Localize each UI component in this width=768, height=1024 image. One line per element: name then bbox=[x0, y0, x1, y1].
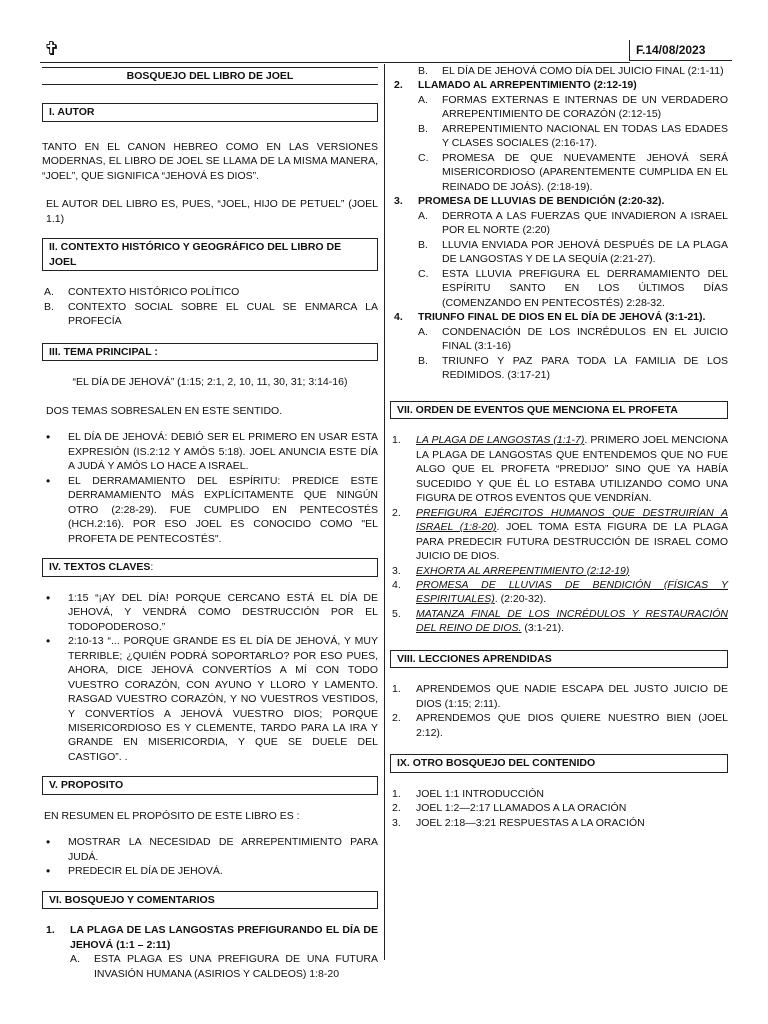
list-item: 5. MATANZA FINAL DE LOS INCRÉDULOS Y RESTAURACIÓN DEL REINO DE DIOS. (3:1-21). bbox=[392, 607, 728, 635]
section-heading-bosquejo: VI. BOSQUEJO Y COMENTARIOS bbox=[42, 891, 378, 909]
contexto-list bbox=[42, 285, 378, 328]
list-item: 3. EXHORTA AL ARREPENTIMIENTO (2:12-19) bbox=[392, 564, 630, 577]
left-column bbox=[42, 64, 378, 981]
otro-bosquejo-list bbox=[390, 787, 728, 830]
latin-cross-icon: ✞ bbox=[44, 38, 60, 60]
list-item: • 1:15 “¡AY DEL DÍA! PORQUE CERCANO ESTÁ EL DÍA DE JEHOVÁ, Y VENDRÁ COMO DESTRUCCIÓN POR EL TODOPODEROSO.” bbox=[42, 591, 378, 634]
date-box bbox=[629, 40, 732, 61]
outline-subitem: A. DERROTA A LAS FUERZAS QUE INVADIERON A ISRAEL POR EL NORTE (2:20) bbox=[418, 209, 728, 237]
outline-item: 1. LA PLAGA DE LAS LANGOSTAS PREFIGURANDO EL DÍA DE JEHOVÁ (1:1 – 2:11) bbox=[46, 924, 378, 951]
outline-continued bbox=[390, 64, 728, 383]
autor-paragraph-2: EL AUTOR DEL LIBRO ES, PUES, “JOEL, HIJO DE PETUEL” (JOEL 1.1) bbox=[46, 198, 378, 225]
list-item: 1. APRENDEMOS QUE NADIE ESCAPA DEL JUSTO JUICIO DE DIOS (1:15; 2:11). bbox=[392, 683, 728, 710]
outline-subitem: B. LLUVIA ENVIADA POR JEHOVÁ DESPUÉS DE LA PLAGA DE LANGOSTAS Y DE LA SEQUÍA (2:21-27). bbox=[418, 238, 728, 266]
list-item: • PREDECIR EL DÍA DE JEHOVÁ. bbox=[42, 864, 378, 878]
list-item: 1. JOEL 1:1 INTRODUCCIÓN bbox=[392, 787, 544, 800]
tema-bullets bbox=[42, 430, 378, 546]
list-item: 2. APRENDEMOS QUE DIOS QUIERE NUESTRO BIEN (JOEL 2:12). bbox=[392, 712, 728, 739]
orden-list bbox=[390, 433, 728, 636]
section-heading-proposito: V. PROPOSITO bbox=[42, 776, 378, 794]
outline-subitem: C. ESTA LLUVIA PREFIGURA EL DERRAMAMIENTO DEL ESPÍRITU SANTO EN LOS ÚLTIMOS DÍAS (COMENZANDO EN PENTECOSTÉS) 2:28-32. bbox=[418, 267, 728, 309]
section-heading-tema: III. TEMA PRINCIPAL : bbox=[42, 343, 378, 361]
right-column bbox=[390, 64, 728, 830]
list-item: • MOSTRAR LA NECESIDAD DE ARREPENTIMIENTO PARA JUDÁ. bbox=[42, 835, 378, 864]
list-item: 3. JOEL 2:18—3:21 RESPUESTAS A LA ORACIÓN bbox=[392, 816, 645, 829]
list-item: 4. PROMESA DE LLUVIAS DE BENDICIÓN (FÍSICAS Y ESPIRITUALES). (2:20-32). bbox=[392, 578, 728, 606]
list-item: • EL DÍA DE JEHOVÁ: DEBIÓ SER EL PRIMERO EN USAR ESTA EXPRESIÓN (IS.2:12 Y AMÓS 5:18). JOEL ANUNCIA ESTE DÍA A JUDÁ Y AMÓS LO HACE A ISRAEL. bbox=[42, 430, 378, 473]
section-heading-textos: IV. TEXTOS CLAVES: bbox=[42, 558, 378, 576]
outline-subitem: B. EL DÍA DE JEHOVÁ COMO DÍA DEL JUICIO FINAL (2:1-11) bbox=[418, 65, 724, 77]
outline-item: 2. LLAMADO AL ARREPENTIMIENTO (2:12-19) bbox=[394, 79, 637, 92]
list-item: 2. PREFIGURA EJÉRCITOS HUMANOS QUE DESTRUIRÍAN A ISRAEL (1:8-20). JOEL TOMA ESTA FIGURA DE LA PLAGA PARA PREDECIR FUTURA DESTRUCCIÓN DE ISRAEL COMO JUICIO DE DIOS. bbox=[392, 506, 729, 563]
section-heading-contexto: II. CONTEXTO HISTÓRICO Y GEOGRÁFICO DEL LIBRO DE JOEL bbox=[42, 238, 378, 271]
document-title: BOSQUEJO DEL LIBRO DE JOEL bbox=[42, 67, 378, 85]
tema-quote: “EL DÍA DE JEHOVÁ” (1:15; 2:1, 2, 10, 11, 30, 31; 3:14-16) bbox=[72, 376, 348, 389]
outline-item: 3. PROMESA DE LLUVIAS DE BENDICIÓN (2:20-32). bbox=[394, 195, 665, 208]
list-item: A. CONTEXTO HISTÓRICO POLÍTICO bbox=[44, 286, 240, 299]
outline-subitem: B. ARREPENTIMIENTO NACIONAL EN TODAS LAS EDADES Y CLASES SOCIALES (2:16-17). bbox=[418, 122, 728, 150]
bosquejo-list bbox=[42, 923, 378, 981]
outline-item: 4. TRIUNFO FINAL DE DIOS EN EL DÍA DE JEHOVÁ (3:1-21). bbox=[394, 311, 706, 324]
header-rule bbox=[40, 62, 630, 63]
autor-paragraph-1: TANTO EN EL CANON HEBREO COMO EN LAS VERSIONES MODERNAS, EL LIBRO DE JOEL SE LLAMA DE LA MISMA MANERA, “JOEL”, QUE SIGNIFICA “JEHOVÁ ES DIOS”. bbox=[42, 140, 378, 182]
textos-bullets bbox=[42, 591, 378, 765]
list-item: • EL DERRAMAMIENTO DEL ESPÍRITU: PREDICE ESTE DERRAMAMIENTO MÁS EXPLÍCITAMENTE QUE NINGÚN OTRO (2:28-29). FUE CUMPLIDO EN PENTECOSTÉS (HCH.2:16). POR ESO JOEL ES CONOCIDO COMO "EL PROFETA DE PENTECOSTÉS". bbox=[42, 474, 378, 546]
tema-intro: DOS TEMAS SOBRESALEN EN ESTE SENTIDO. bbox=[46, 404, 283, 417]
outline-subitem: C. PROMESA DE QUE NUEVAMENTE JEHOVÁ SERÁ MISERICORDIOSO (APARENTEMENTE CUMPLIDA EN EL REINADO DE JOÁS). (2:18-19). bbox=[418, 151, 728, 193]
outline-subitem: A. FORMAS EXTERNAS E INTERNAS DE UN VERDADERO ARREPENTIMIENTO DE CORAZÓN (2:12-15) bbox=[418, 93, 728, 121]
list-item: • 2:10-13 “... PORQUE GRANDE ES EL DÍA DE JEHOVÁ, Y MUY TERRIBLE; ¿QUIÉN PODRÁ SOPORTARLO? POR ESO PUES, AHORA, DICE JEHOVÁ CONVERTÍOS A MÍ CON TODO VUESTRO CORAZÓN, CON AYUNO Y LLORO Y LAMENTO. RASGAD VUESTRO CORAZÓN, Y NO VUESTROS VESTIDOS, Y CONVERTÍOS A JEHOVÁ VUESTRO DIOS; PORQUE MISERICORDIOSO ES Y CLEMENTE, TARDO PARA LA IRA Y GRANDE EN MISERICORDIA, Y QUE SE DUELE DEL CASTIGO”. . bbox=[42, 634, 378, 764]
proposito-intro: EN RESUMEN EL PROPÓSITO DE ESTE LIBRO ES : bbox=[44, 809, 300, 822]
outline-subitem: B. TRIUNFO Y PAZ PARA TODA LA FAMILIA DE LOS REDIMIDOS. (3:17-21) bbox=[418, 354, 728, 382]
section-heading-lecciones: VIII. LECCIONES APRENDIDAS bbox=[390, 650, 728, 668]
list-item: 1. LA PLAGA DE LANGOSTAS (1:1-7). PRIMERO JOEL MENCIONA LA PLAGA DE LANGOSTAS QUE ENTENDEMOS QUE NO FUE ALGO QUE EL PROFETA “PREDIJO” SINO QUE YA HABÍA SUCEDIDO Y QUE ÉL LO ESTABA UTILIZANDO COMO UNA FIGURA DE OTROS EVENTOS QUE VENDRÍAN. bbox=[392, 434, 728, 505]
lecciones-list bbox=[390, 682, 728, 740]
document-date: F.14/08/2023 bbox=[636, 43, 706, 57]
outline-subitem: A. CONDENACIÓN DE LOS INCRÉDULOS EN EL JUICIO FINAL (3:1-16) bbox=[418, 325, 728, 353]
section-heading-orden: VII. ORDEN DE EVENTOS QUE MENCIONA EL PROFETA bbox=[390, 401, 728, 419]
column-divider bbox=[384, 64, 385, 960]
section-heading-otro-bosquejo: IX. OTRO BOSQUEJO DEL CONTENIDO bbox=[390, 754, 728, 772]
list-item: B. CONTEXTO SOCIAL SOBRE EL CUAL SE ENMARCA LA PROFECÍA bbox=[44, 300, 378, 328]
section-heading-autor: I. AUTOR bbox=[42, 103, 378, 121]
outline-subitem: A. ESTA PLAGA ES UNA PREFIGURA DE UNA FUTURA INVASIÓN HUMANA (ASIRIOS Y CALDEOS) 1:8-20 bbox=[70, 953, 378, 980]
list-item: 2. JOEL 1:2—2:17 LLAMADOS A LA ORACIÓN bbox=[392, 802, 627, 815]
proposito-bullets bbox=[42, 835, 378, 878]
